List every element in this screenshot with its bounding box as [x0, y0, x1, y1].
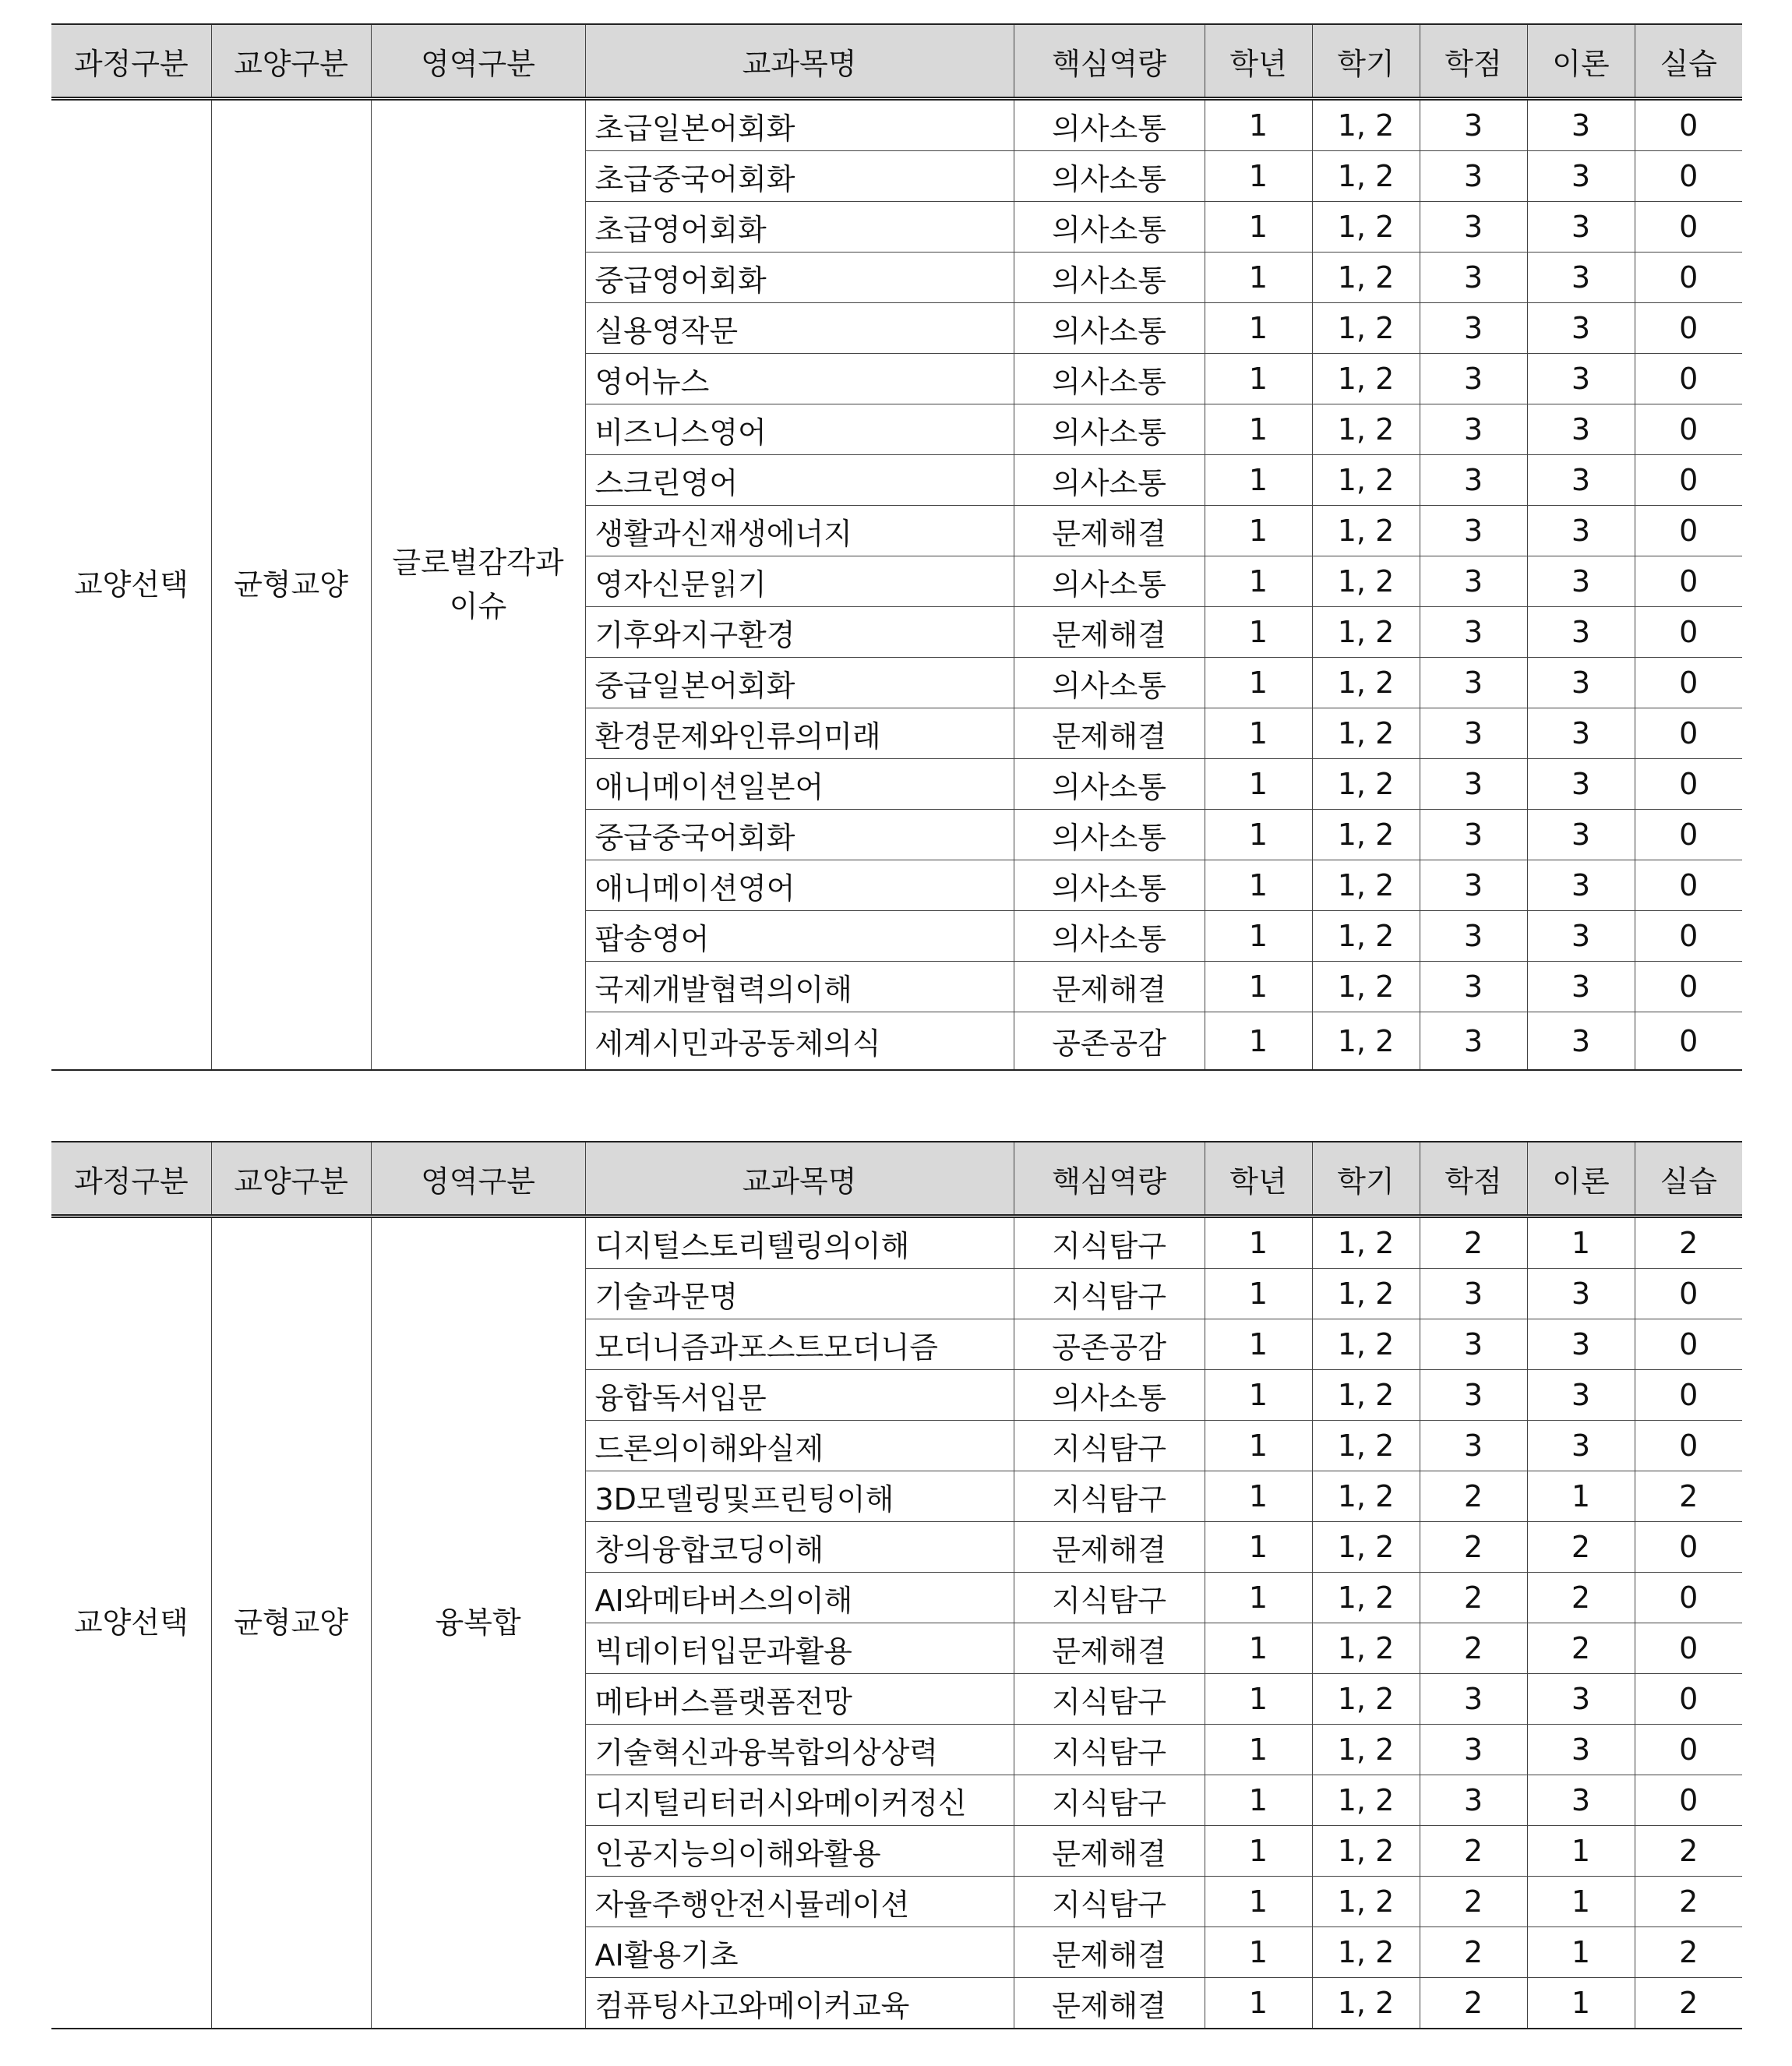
- grade-cell: 1: [1205, 1421, 1312, 1471]
- grade-cell: 1: [1205, 202, 1312, 253]
- curriculum-table-convergence: [51, 1141, 1742, 2029]
- theory-cell: 3: [1527, 1421, 1635, 1471]
- course-name-cell: 드론의이해와실제: [585, 1421, 1014, 1471]
- grade-cell: 1: [1205, 1725, 1312, 1775]
- course-name-cell: AI활용기초: [585, 1927, 1014, 1978]
- theory-cell: 3: [1527, 658, 1635, 708]
- competency-cell: 문제해결: [1014, 1623, 1205, 1674]
- competency-cell: 의사소통: [1014, 556, 1205, 607]
- grade-cell: 1: [1205, 556, 1312, 607]
- credit-cell: 3: [1420, 303, 1527, 354]
- practice-cell: 0: [1635, 708, 1742, 759]
- liberal-type-cell: 균형교양: [211, 1217, 371, 2029]
- header-area: 영역구분: [371, 1142, 585, 1217]
- course-name-cell: 디지털스토리텔링의이해: [585, 1217, 1014, 1269]
- semester-cell: 1, 2: [1312, 1674, 1420, 1725]
- grade-cell: 1: [1205, 253, 1312, 303]
- theory-cell: 2: [1527, 1522, 1635, 1573]
- practice-cell: 2: [1635, 1826, 1742, 1877]
- credit-cell: 2: [1420, 1623, 1527, 1674]
- grade-cell: 1: [1205, 1269, 1312, 1319]
- theory-cell: 1: [1527, 1826, 1635, 1877]
- practice-cell: 0: [1635, 506, 1742, 556]
- theory-cell: 1: [1527, 1877, 1635, 1927]
- course-name-cell: 중급중국어회화: [585, 810, 1014, 860]
- grade-cell: 1: [1205, 1775, 1312, 1826]
- semester-cell: 1, 2: [1312, 202, 1420, 253]
- course-name-cell: 영어뉴스: [585, 354, 1014, 404]
- practice-cell: 0: [1635, 1775, 1742, 1826]
- grade-cell: 1: [1205, 1012, 1312, 1071]
- semester-cell: 1, 2: [1312, 860, 1420, 911]
- semester-cell: 1, 2: [1312, 1927, 1420, 1978]
- theory-cell: 1: [1527, 1217, 1635, 1269]
- competency-cell: 지식탐구: [1014, 1471, 1205, 1522]
- course-name-cell: 융합독서입문: [585, 1370, 1014, 1421]
- practice-cell: 0: [1635, 1319, 1742, 1370]
- practice-cell: 0: [1635, 810, 1742, 860]
- competency-cell: 지식탐구: [1014, 1674, 1205, 1725]
- competency-cell: 지식탐구: [1014, 1269, 1205, 1319]
- semester-cell: 1, 2: [1312, 759, 1420, 810]
- credit-cell: 3: [1420, 455, 1527, 506]
- course-name-cell: 국제개발협력의이해: [585, 962, 1014, 1012]
- theory-cell: 3: [1527, 1319, 1635, 1370]
- credit-cell: 3: [1420, 506, 1527, 556]
- grade-cell: 1: [1205, 1877, 1312, 1927]
- credit-cell: 3: [1420, 1725, 1527, 1775]
- grade-cell: 1: [1205, 1471, 1312, 1522]
- credit-cell: 3: [1420, 1775, 1527, 1826]
- grade-cell: 1: [1205, 1573, 1312, 1623]
- course-name-cell: 초급영어회화: [585, 202, 1014, 253]
- header-area: 영역구분: [371, 24, 585, 99]
- credit-cell: 2: [1420, 1978, 1527, 2029]
- credit-cell: 3: [1420, 202, 1527, 253]
- course-name-cell: 인공지능의이해와활용: [585, 1826, 1014, 1877]
- semester-cell: 1, 2: [1312, 404, 1420, 455]
- grade-cell: 1: [1205, 860, 1312, 911]
- grade-cell: 1: [1205, 810, 1312, 860]
- theory-cell: 1: [1527, 1927, 1635, 1978]
- competency-cell: 의사소통: [1014, 151, 1205, 202]
- course-name-cell: 메타버스플랫폼전망: [585, 1674, 1014, 1725]
- credit-cell: 3: [1420, 759, 1527, 810]
- semester-cell: 1, 2: [1312, 962, 1420, 1012]
- course-name-cell: 기술과문명: [585, 1269, 1014, 1319]
- theory-cell: 3: [1527, 607, 1635, 658]
- header-course-name: 교과목명: [585, 24, 1014, 99]
- course-name-cell: 기후와지구환경: [585, 607, 1014, 658]
- practice-cell: 2: [1635, 1877, 1742, 1927]
- competency-cell: 지식탐구: [1014, 1421, 1205, 1471]
- practice-cell: 0: [1635, 1522, 1742, 1573]
- practice-cell: 0: [1635, 354, 1742, 404]
- practice-cell: 0: [1635, 202, 1742, 253]
- credit-cell: 3: [1420, 404, 1527, 455]
- semester-cell: 1, 2: [1312, 303, 1420, 354]
- semester-cell: 1, 2: [1312, 1370, 1420, 1421]
- grade-cell: 1: [1205, 962, 1312, 1012]
- competency-cell: 문제해결: [1014, 1927, 1205, 1978]
- credit-cell: 2: [1420, 1522, 1527, 1573]
- semester-cell: 1, 2: [1312, 1217, 1420, 1269]
- theory-cell: 3: [1527, 1269, 1635, 1319]
- credit-cell: 3: [1420, 658, 1527, 708]
- course-name-cell: 중급영어회화: [585, 253, 1014, 303]
- practice-cell: 0: [1635, 1012, 1742, 1071]
- semester-cell: 1, 2: [1312, 1725, 1420, 1775]
- semester-cell: 1, 2: [1312, 99, 1420, 151]
- table-body: [51, 99, 1742, 1071]
- theory-cell: 3: [1527, 1012, 1635, 1071]
- theory-cell: 3: [1527, 506, 1635, 556]
- credit-cell: 3: [1420, 911, 1527, 962]
- competency-cell: 의사소통: [1014, 253, 1205, 303]
- practice-cell: 2: [1635, 1978, 1742, 2029]
- course-name-cell: 영자신문읽기: [585, 556, 1014, 607]
- theory-cell: 3: [1527, 708, 1635, 759]
- area-cell: [371, 99, 585, 1071]
- credit-cell: 2: [1420, 1877, 1527, 1927]
- credit-cell: 3: [1420, 962, 1527, 1012]
- grade-cell: 1: [1205, 303, 1312, 354]
- practice-cell: 0: [1635, 303, 1742, 354]
- competency-cell: 의사소통: [1014, 202, 1205, 253]
- course-name-cell: 3D모델링및프린팅이해: [585, 1471, 1014, 1522]
- practice-cell: 0: [1635, 151, 1742, 202]
- semester-cell: 1, 2: [1312, 1471, 1420, 1522]
- course-name-cell: 초급중국어회화: [585, 151, 1014, 202]
- theory-cell: 3: [1527, 860, 1635, 911]
- grade-cell: 1: [1205, 1217, 1312, 1269]
- course-name-cell: 생활과신재생에너지: [585, 506, 1014, 556]
- competency-cell: 지식탐구: [1014, 1573, 1205, 1623]
- course-name-cell: 기술혁신과융복합의상상력: [585, 1725, 1014, 1775]
- course-name-cell: 실용영작문: [585, 303, 1014, 354]
- practice-cell: 0: [1635, 99, 1742, 151]
- area-line1: 글로벌감각과: [392, 546, 564, 581]
- competency-cell: 의사소통: [1014, 759, 1205, 810]
- semester-cell: 1, 2: [1312, 556, 1420, 607]
- theory-cell: 3: [1527, 253, 1635, 303]
- semester-cell: 1, 2: [1312, 506, 1420, 556]
- header-grade: 학년: [1205, 24, 1312, 99]
- table-row: [51, 99, 1742, 151]
- competency-cell: 의사소통: [1014, 404, 1205, 455]
- theory-cell: 3: [1527, 99, 1635, 151]
- header-theory: 이론: [1527, 1142, 1635, 1217]
- grade-cell: 1: [1205, 1522, 1312, 1573]
- theory-cell: 3: [1527, 810, 1635, 860]
- credit-cell: 3: [1420, 1421, 1527, 1471]
- practice-cell: 0: [1635, 1573, 1742, 1623]
- practice-cell: 0: [1635, 962, 1742, 1012]
- competency-cell: 지식탐구: [1014, 1775, 1205, 1826]
- grade-cell: 1: [1205, 1623, 1312, 1674]
- theory-cell: 1: [1527, 1978, 1635, 2029]
- credit-cell: 3: [1420, 708, 1527, 759]
- semester-cell: 1, 2: [1312, 1522, 1420, 1573]
- competency-cell: 의사소통: [1014, 911, 1205, 962]
- practice-cell: 0: [1635, 1725, 1742, 1775]
- table-body: [51, 1217, 1742, 2029]
- grade-cell: 1: [1205, 455, 1312, 506]
- credit-cell: 3: [1420, 810, 1527, 860]
- theory-cell: 3: [1527, 404, 1635, 455]
- header-semester: 학기: [1312, 24, 1420, 99]
- practice-cell: 0: [1635, 607, 1742, 658]
- header-semester: 학기: [1312, 1142, 1420, 1217]
- competency-cell: 문제해결: [1014, 607, 1205, 658]
- theory-cell: 3: [1527, 962, 1635, 1012]
- grade-cell: 1: [1205, 658, 1312, 708]
- grade-cell: 1: [1205, 1978, 1312, 2029]
- competency-cell: 지식탐구: [1014, 1725, 1205, 1775]
- competency-cell: 의사소통: [1014, 354, 1205, 404]
- course-name-cell: 스크린영어: [585, 455, 1014, 506]
- competency-cell: 의사소통: [1014, 860, 1205, 911]
- header-credit: 학점: [1420, 1142, 1527, 1217]
- semester-cell: 1, 2: [1312, 253, 1420, 303]
- course-type-cell: 교양선택: [51, 99, 211, 1071]
- semester-cell: 1, 2: [1312, 607, 1420, 658]
- credit-cell: 3: [1420, 1012, 1527, 1071]
- credit-cell: 3: [1420, 607, 1527, 658]
- semester-cell: 1, 2: [1312, 1269, 1420, 1319]
- grade-cell: 1: [1205, 99, 1312, 151]
- credit-cell: 3: [1420, 860, 1527, 911]
- semester-cell: 1, 2: [1312, 911, 1420, 962]
- liberal-type-cell: 균형교양: [211, 99, 371, 1071]
- credit-cell: 2: [1420, 1573, 1527, 1623]
- credit-cell: 3: [1420, 1370, 1527, 1421]
- competency-cell: 문제해결: [1014, 1978, 1205, 2029]
- credit-cell: 3: [1420, 151, 1527, 202]
- credit-cell: 3: [1420, 1269, 1527, 1319]
- grade-cell: 1: [1205, 911, 1312, 962]
- theory-cell: 3: [1527, 1725, 1635, 1775]
- header-liberal-type: 교양구분: [211, 24, 371, 99]
- theory-cell: 2: [1527, 1623, 1635, 1674]
- grade-cell: 1: [1205, 151, 1312, 202]
- header-grade: 학년: [1205, 1142, 1312, 1217]
- practice-cell: 0: [1635, 1269, 1742, 1319]
- competency-cell: 의사소통: [1014, 455, 1205, 506]
- competency-cell: 문제해결: [1014, 708, 1205, 759]
- competency-cell: 지식탐구: [1014, 1217, 1205, 1269]
- theory-cell: 3: [1527, 911, 1635, 962]
- competency-cell: 지식탐구: [1014, 1877, 1205, 1927]
- grade-cell: 1: [1205, 1674, 1312, 1725]
- grade-cell: 1: [1205, 506, 1312, 556]
- theory-cell: 3: [1527, 1370, 1635, 1421]
- header-theory: 이론: [1527, 24, 1635, 99]
- practice-cell: 0: [1635, 1674, 1742, 1725]
- header-course-type: 과정구분: [51, 24, 211, 99]
- semester-cell: 1, 2: [1312, 1012, 1420, 1071]
- practice-cell: 0: [1635, 911, 1742, 962]
- credit-cell: 3: [1420, 556, 1527, 607]
- semester-cell: 1, 2: [1312, 1319, 1420, 1370]
- semester-cell: 1, 2: [1312, 1623, 1420, 1674]
- practice-cell: 0: [1635, 658, 1742, 708]
- competency-cell: 문제해결: [1014, 962, 1205, 1012]
- course-name-cell: 자율주행안전시뮬레이션: [585, 1877, 1014, 1927]
- practice-cell: 2: [1635, 1471, 1742, 1522]
- theory-cell: 3: [1527, 1674, 1635, 1725]
- header-competency: 핵심역량: [1014, 24, 1205, 99]
- course-name-cell: 애니메이션일본어: [585, 759, 1014, 810]
- practice-cell: 0: [1635, 1370, 1742, 1421]
- course-name-cell: 창의융합코딩이해: [585, 1522, 1014, 1573]
- theory-cell: 2: [1527, 1573, 1635, 1623]
- course-name-cell: AI와메타버스의이해: [585, 1573, 1014, 1623]
- course-name-cell: 컴퓨팅사고와메이커교육: [585, 1978, 1014, 2029]
- credit-cell: 3: [1420, 99, 1527, 151]
- competency-cell: 의사소통: [1014, 99, 1205, 151]
- course-name-cell: 팝송영어: [585, 911, 1014, 962]
- course-name-cell: 세계시민과공동체의식: [585, 1012, 1014, 1071]
- header-credit: 학점: [1420, 24, 1527, 99]
- practice-cell: 0: [1635, 860, 1742, 911]
- course-type-cell: 교양선택: [51, 1217, 211, 2029]
- course-name-cell: 빅데이터입문과활용: [585, 1623, 1014, 1674]
- competency-cell: 문제해결: [1014, 506, 1205, 556]
- header-liberal-type: 교양구분: [211, 1142, 371, 1217]
- theory-cell: 3: [1527, 759, 1635, 810]
- practice-cell: 0: [1635, 556, 1742, 607]
- competency-cell: 의사소통: [1014, 303, 1205, 354]
- credit-cell: 3: [1420, 1674, 1527, 1725]
- semester-cell: 1, 2: [1312, 1573, 1420, 1623]
- practice-cell: 0: [1635, 253, 1742, 303]
- course-name-cell: 모더니즘과포스트모더니즘: [585, 1319, 1014, 1370]
- theory-cell: 3: [1527, 303, 1635, 354]
- theory-cell: 3: [1527, 1775, 1635, 1826]
- area-line2: 이슈: [449, 588, 507, 623]
- semester-cell: 1, 2: [1312, 1826, 1420, 1877]
- competency-cell: 의사소통: [1014, 1370, 1205, 1421]
- grade-cell: 1: [1205, 607, 1312, 658]
- semester-cell: 1, 2: [1312, 354, 1420, 404]
- competency-cell: 의사소통: [1014, 810, 1205, 860]
- semester-cell: 1, 2: [1312, 658, 1420, 708]
- semester-cell: 1, 2: [1312, 455, 1420, 506]
- competency-cell: 문제해결: [1014, 1826, 1205, 1877]
- course-name-cell: 환경문제와인류의미래: [585, 708, 1014, 759]
- practice-cell: 2: [1635, 1927, 1742, 1978]
- practice-cell: 0: [1635, 759, 1742, 810]
- competency-cell: 의사소통: [1014, 658, 1205, 708]
- competency-cell: 공존공감: [1014, 1012, 1205, 1071]
- theory-cell: 3: [1527, 202, 1635, 253]
- semester-cell: 1, 2: [1312, 708, 1420, 759]
- grade-cell: 1: [1205, 404, 1312, 455]
- grade-cell: 1: [1205, 354, 1312, 404]
- theory-cell: 3: [1527, 151, 1635, 202]
- grade-cell: 1: [1205, 1319, 1312, 1370]
- practice-cell: 0: [1635, 455, 1742, 506]
- header-course-type: 과정구분: [51, 1142, 211, 1217]
- credit-cell: 2: [1420, 1217, 1527, 1269]
- table-row: [51, 1217, 1742, 1269]
- header-practice: 실습: [1635, 1142, 1742, 1217]
- grade-cell: 1: [1205, 1370, 1312, 1421]
- credit-cell: 2: [1420, 1826, 1527, 1877]
- credit-cell: 3: [1420, 1319, 1527, 1370]
- theory-cell: 1: [1527, 1471, 1635, 1522]
- practice-cell: 2: [1635, 1217, 1742, 1269]
- theory-cell: 3: [1527, 354, 1635, 404]
- grade-cell: 1: [1205, 1826, 1312, 1877]
- practice-cell: 0: [1635, 1623, 1742, 1674]
- table-header: [51, 1142, 1742, 1217]
- semester-cell: 1, 2: [1312, 1877, 1420, 1927]
- semester-cell: 1, 2: [1312, 810, 1420, 860]
- course-name-cell: 디지털리터러시와메이커정신: [585, 1775, 1014, 1826]
- practice-cell: 0: [1635, 1421, 1742, 1471]
- header-practice: 실습: [1635, 24, 1742, 99]
- credit-cell: 3: [1420, 253, 1527, 303]
- credit-cell: 2: [1420, 1927, 1527, 1978]
- area-cell: 융복합: [371, 1217, 585, 2029]
- curriculum-table-global: [51, 23, 1742, 1071]
- course-name-cell: 초급일본어회화: [585, 99, 1014, 151]
- credit-cell: 3: [1420, 354, 1527, 404]
- theory-cell: 3: [1527, 455, 1635, 506]
- semester-cell: 1, 2: [1312, 1775, 1420, 1826]
- competency-cell: 문제해결: [1014, 1522, 1205, 1573]
- competency-cell: 공존공감: [1014, 1319, 1205, 1370]
- table-header: [51, 24, 1742, 99]
- header-competency: 핵심역량: [1014, 1142, 1205, 1217]
- semester-cell: 1, 2: [1312, 151, 1420, 202]
- grade-cell: 1: [1205, 708, 1312, 759]
- course-name-cell: 애니메이션영어: [585, 860, 1014, 911]
- theory-cell: 3: [1527, 556, 1635, 607]
- credit-cell: 2: [1420, 1471, 1527, 1522]
- grade-cell: 1: [1205, 759, 1312, 810]
- practice-cell: 0: [1635, 404, 1742, 455]
- course-name-cell: 비즈니스영어: [585, 404, 1014, 455]
- grade-cell: 1: [1205, 1927, 1312, 1978]
- semester-cell: 1, 2: [1312, 1421, 1420, 1471]
- semester-cell: 1, 2: [1312, 1978, 1420, 2029]
- course-name-cell: 중급일본어회화: [585, 658, 1014, 708]
- header-course-name: 교과목명: [585, 1142, 1014, 1217]
